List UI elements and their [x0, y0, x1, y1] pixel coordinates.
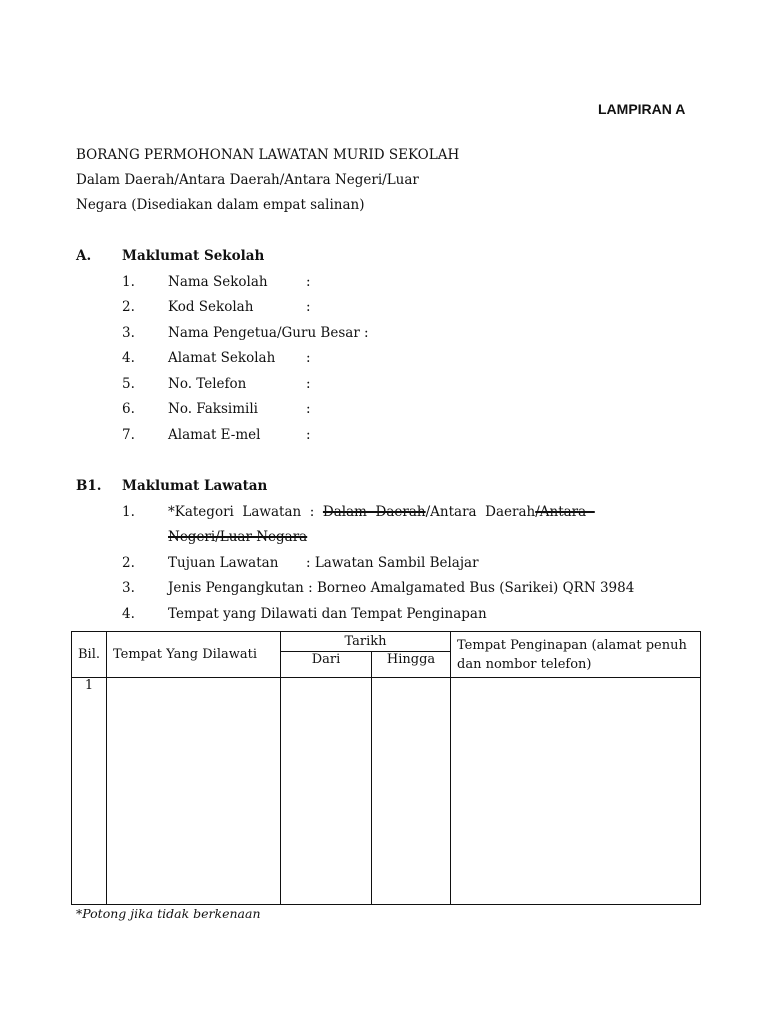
column-header-place	[107, 632, 281, 678]
field-value-visit-purpose: : Lawatan Sambil Belajar	[306, 555, 479, 571]
footnote: *Potong jika tidak berkenaan	[76, 906, 261, 921]
field-colon: :	[306, 350, 311, 366]
column-header-lodging	[451, 632, 701, 678]
table-cell-to	[372, 678, 451, 905]
field-colon: :	[306, 274, 311, 290]
form-subtitle-line2: Negara (Disediakan dalam empat salinan)	[76, 197, 365, 213]
column-header-from: Dari	[281, 652, 372, 678]
selected-option-between-districts: /Antara Daerah	[425, 504, 536, 520]
table-cell-bil: 1	[72, 678, 107, 905]
field-colon: :	[306, 376, 311, 392]
field-transport-type: Jenis Pengangkutan : Borneo Amalgamated Bus (Sarikei) QRN 3984	[168, 580, 635, 596]
visit-places-table	[71, 631, 701, 905]
list-item-number: 4.	[122, 606, 135, 622]
struck-option-state-abroad: Negeri/Luar Negara	[168, 529, 308, 545]
list-item-number: 4.	[122, 350, 135, 366]
list-item-number: 3.	[122, 325, 135, 341]
section-b1-letter: B1.	[76, 478, 102, 494]
field-colon: :	[306, 427, 311, 443]
field-label-school-address: Alamat Sekolah	[168, 350, 276, 366]
table-cell-place	[107, 678, 281, 905]
field-colon: :	[306, 401, 311, 417]
column-header-date: Tarikh	[281, 632, 451, 652]
column-header-place-text: Tempat Yang Dilawati	[113, 647, 258, 662]
field-label-visit-purpose: Tujuan Lawatan	[168, 555, 279, 571]
list-item-number: 1.	[122, 504, 135, 520]
list-item-number: 7.	[122, 427, 135, 443]
table-row	[72, 678, 701, 905]
field-label-school-code: Kod Sekolah	[168, 299, 254, 315]
list-item-number: 2.	[122, 555, 135, 571]
struck-option-within-district: Dalam Daerah	[322, 504, 426, 520]
field-label-places-lodging: Tempat yang Dilawati dan Tempat Penginapan	[168, 606, 487, 622]
struck-option-between-states: /Antara	[535, 504, 595, 520]
table-cell-from	[281, 678, 372, 905]
form-subtitle-line1: Dalam Daerah/Antara Daerah/Antara Negeri/Luar	[76, 172, 419, 188]
section-a-title: Maklumat Sekolah	[122, 248, 265, 264]
field-label-school-name: Nama Sekolah	[168, 274, 268, 290]
field-label-fax: No. Faksimili	[168, 401, 258, 417]
visit-category-line	[168, 504, 595, 520]
list-item-number: 5.	[122, 376, 135, 392]
field-label-principal-name: Nama Pengetua/Guru Besar :	[168, 325, 369, 341]
column-header-to: Hingga	[372, 652, 451, 678]
list-item-number: 1.	[122, 274, 135, 290]
field-label-email: Alamat E-mel	[168, 427, 261, 443]
appendix-label: LAMPIRAN A	[598, 101, 686, 117]
list-item-number: 2.	[122, 299, 135, 315]
section-b1-title: Maklumat Lawatan	[122, 478, 268, 494]
list-item-number: 3.	[122, 580, 135, 596]
visit-category-label: *Kategori Lawatan :	[168, 504, 323, 520]
table-cell-lodging	[451, 678, 701, 905]
list-item-number: 6.	[122, 401, 135, 417]
field-label-telephone: No. Telefon	[168, 376, 247, 392]
form-title: BORANG PERMOHONAN LAWATAN MURID SEKOLAH	[76, 147, 460, 163]
field-colon: :	[306, 299, 311, 315]
section-a-letter: A.	[76, 248, 92, 264]
column-header-lodging-text: Tempat Penginapan (alamat penuh dan nombor telefon)	[457, 637, 687, 672]
column-header-bil: Bil.	[72, 632, 107, 678]
